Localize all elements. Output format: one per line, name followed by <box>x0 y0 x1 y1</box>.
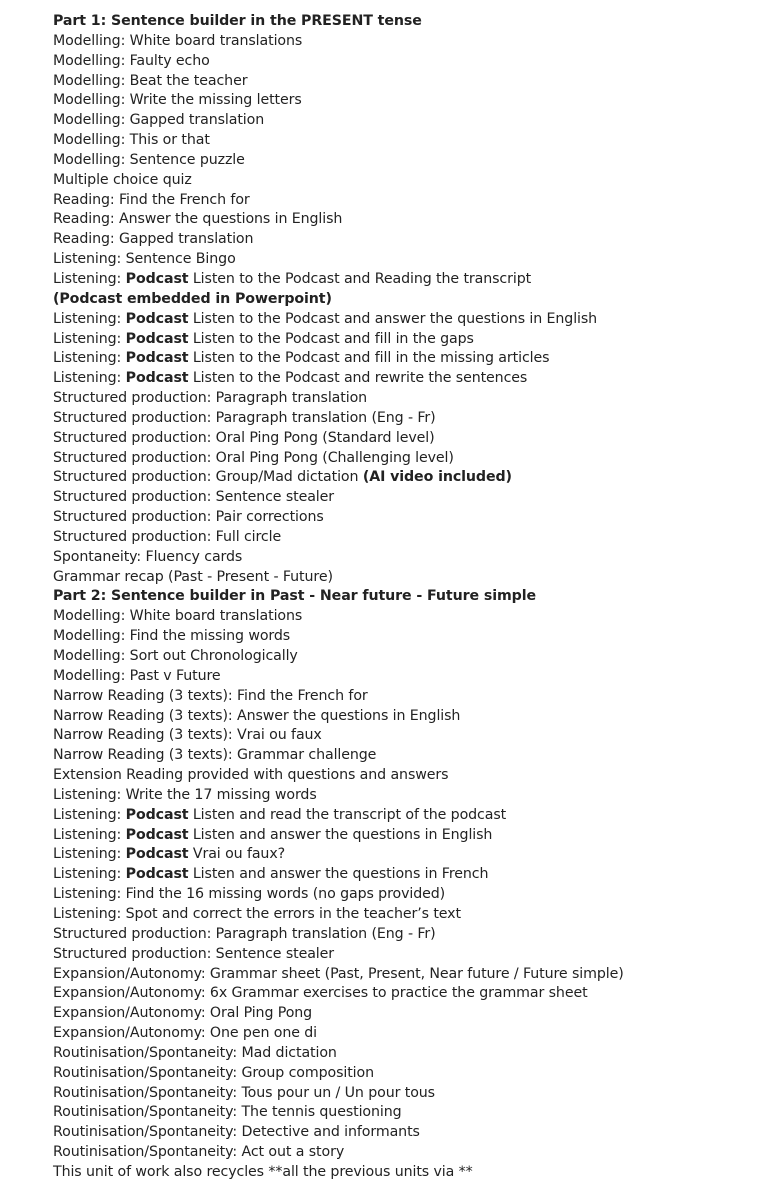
list-item <box>53 230 753 250</box>
text-segment: Narrow Reading (3 texts): Grammar challenge <box>53 747 377 764</box>
bold-text-segment: Podcast <box>125 270 189 287</box>
text-segment: Listening: <box>53 806 126 823</box>
list-item <box>53 369 753 389</box>
text-segment: Listen to the Podcast and rewrite the sentences <box>188 370 528 387</box>
list-item <box>53 488 753 508</box>
text-segment: Multiple choice quiz <box>53 171 192 188</box>
list-item <box>53 111 753 131</box>
list-item <box>53 925 753 945</box>
list-item <box>53 865 753 885</box>
text-segment: Modelling: Find the missing words <box>53 628 291 645</box>
list-item <box>53 826 753 846</box>
list-item <box>53 349 753 369</box>
list-item <box>53 1143 753 1163</box>
list-item <box>53 627 753 647</box>
list-item <box>53 687 753 707</box>
activity-list <box>53 12 753 1183</box>
text-segment: Spontaneity: Fluency cards <box>53 548 243 565</box>
text-segment: Listening: <box>53 350 126 367</box>
text-segment: Routinisation/Spontaneity: Group composition <box>53 1064 374 1081</box>
text-segment: Listening: Write the 17 missing words <box>53 786 317 803</box>
text-segment: Structured production: Full circle <box>53 528 282 545</box>
list-item <box>53 707 753 727</box>
text-segment: Listening: <box>53 846 126 863</box>
bold-text-segment: Podcast <box>125 826 189 843</box>
list-item <box>53 210 753 230</box>
text-segment: Structured production: Group/Mad dictation <box>53 469 363 486</box>
bold-text-segment: Podcast <box>125 866 189 883</box>
text-segment: Modelling: Faulty echo <box>53 52 210 69</box>
list-item <box>53 528 753 548</box>
bold-text-segment: Part 1: Sentence builder in the PRESENT tense <box>53 13 422 29</box>
list-item <box>53 91 753 111</box>
text-segment: Listening: <box>53 866 126 883</box>
list-item <box>53 1024 753 1044</box>
list-item <box>53 746 753 766</box>
text-segment: Structured production: Sentence stealer <box>53 489 335 506</box>
bold-text-segment: Podcast <box>125 846 189 863</box>
text-segment: Structured production: Pair corrections <box>53 509 324 526</box>
list-item <box>53 905 753 925</box>
list-item <box>53 1103 753 1123</box>
list-item <box>53 1123 753 1143</box>
text-segment: Modelling: White board translations <box>53 32 303 49</box>
text-segment: Listen and answer the questions in French <box>188 866 489 883</box>
section-heading <box>53 587 753 607</box>
text-segment: Modelling: This or that <box>53 132 210 149</box>
bold-text-segment: (Podcast embedded in Powerpoint) <box>53 290 332 307</box>
list-item <box>53 945 753 965</box>
text-segment: Narrow Reading (3 texts): Answer the questions in English <box>53 707 461 724</box>
text-segment: Modelling: Gapped translation <box>53 112 265 129</box>
text-segment: This unit of work also recycles **all the previous units via ** <box>53 1163 473 1180</box>
list-item <box>53 250 753 270</box>
text-segment: Expansion/Autonomy: One pen one di <box>53 1025 318 1042</box>
text-segment: Listening: <box>53 330 126 347</box>
list-item <box>53 131 753 151</box>
list-item <box>53 1163 753 1183</box>
text-segment: Listening: <box>53 310 126 327</box>
bold-text-segment: Podcast <box>125 370 189 387</box>
text-segment: Listen and read the transcript of the podcast <box>188 806 507 823</box>
text-segment: Listen and answer the questions in English <box>188 826 493 843</box>
list-item <box>53 389 753 409</box>
list-item <box>53 32 753 52</box>
bold-text-segment: Podcast <box>125 310 189 327</box>
text-segment: Narrow Reading (3 texts): Find the French for <box>53 687 368 704</box>
list-item <box>53 1004 753 1024</box>
list-item <box>53 885 753 905</box>
list-item <box>53 409 753 429</box>
text-segment: Structured production: Paragraph translation <box>53 390 368 407</box>
text-segment: Listening: Spot and correct the errors in the teacher’s text <box>53 905 461 922</box>
list-item <box>53 647 753 667</box>
bold-text-segment: Podcast <box>125 806 189 823</box>
text-segment: Structured production: Oral Ping Pong (Challenging level) <box>53 449 454 466</box>
text-segment: Structured production: Paragraph translation (Eng - Fr) <box>53 925 436 942</box>
text-segment: Listen to the Podcast and Reading the transcript <box>188 270 532 287</box>
list-item <box>53 508 753 528</box>
text-segment: Listen to the Podcast and fill in the gaps <box>188 330 474 347</box>
text-segment: Listen to the Podcast and answer the questions in English <box>188 310 598 327</box>
list-item <box>53 548 753 568</box>
list-item <box>53 151 753 171</box>
text-segment: Reading: Find the French for <box>53 191 250 208</box>
list-item <box>53 667 753 687</box>
list-item <box>53 171 753 191</box>
section-heading <box>53 290 753 310</box>
bold-text-segment: Part 2: Sentence builder in Past - Near future - Future simple <box>53 588 536 605</box>
text-segment: Modelling: Sentence puzzle <box>53 151 245 168</box>
text-segment: Listening: <box>53 370 126 387</box>
text-segment: Listen to the Podcast and fill in the missing articles <box>188 350 550 367</box>
text-segment: Reading: Answer the questions in English <box>53 211 343 228</box>
text-segment: Vrai ou faux? <box>188 846 286 863</box>
list-item <box>53 449 753 469</box>
list-item <box>53 1064 753 1084</box>
text-segment: Narrow Reading (3 texts): Vrai ou faux <box>53 727 322 744</box>
list-item <box>53 984 753 1004</box>
text-segment: Routinisation/Spontaneity: Mad dictation <box>53 1044 337 1061</box>
text-segment: Expansion/Autonomy: 6x Grammar exercises to practice the grammar sheet <box>53 985 588 1002</box>
list-item <box>53 52 753 72</box>
list-item <box>53 330 753 350</box>
list-item <box>53 468 753 488</box>
bold-text-segment: Podcast <box>125 330 189 347</box>
text-segment: Modelling: White board translations <box>53 608 303 625</box>
list-item <box>53 568 753 588</box>
list-item <box>53 786 753 806</box>
list-item <box>53 766 753 786</box>
list-item <box>53 1044 753 1064</box>
text-segment: Listening: Find the 16 missing words (no gaps provided) <box>53 886 446 903</box>
text-segment: Structured production: Oral Ping Pong (Standard level) <box>53 429 435 446</box>
text-segment: Modelling: Sort out Chronologically <box>53 648 298 664</box>
list-item <box>53 845 753 865</box>
list-item <box>53 806 753 826</box>
text-segment: Listening: <box>53 826 126 843</box>
list-item <box>53 429 753 449</box>
text-segment: Structured production: Paragraph translation (Eng - Fr) <box>53 409 436 426</box>
list-item <box>53 72 753 92</box>
text-segment: Extension Reading provided with questions and answers <box>53 767 449 784</box>
list-item <box>53 1084 753 1104</box>
text-segment: Modelling: Past v Future <box>53 667 221 684</box>
list-item <box>53 726 753 746</box>
section-heading <box>53 12 753 32</box>
text-segment: Expansion/Autonomy: Oral Ping Pong <box>53 1005 313 1022</box>
text-segment: Listening: <box>53 270 126 287</box>
text-segment: Routinisation/Spontaneity: Detective and informants <box>53 1124 420 1141</box>
text-segment: Structured production: Sentence stealer <box>53 945 335 962</box>
text-segment: Expansion/Autonomy: Grammar sheet (Past, Present, Near future / Future simple) <box>53 965 624 982</box>
list-item <box>53 607 753 627</box>
bold-text-segment: Podcast <box>125 350 189 367</box>
bold-text-segment: (AI video included) <box>362 469 512 486</box>
text-segment: Routinisation/Spontaneity: Act out a story <box>53 1144 345 1161</box>
text-segment: Routinisation/Spontaneity: Tous pour un / Un pour tous <box>53 1084 435 1101</box>
text-segment: Modelling: Write the missing letters <box>53 92 302 109</box>
list-item <box>53 191 753 211</box>
list-item <box>53 310 753 330</box>
list-item <box>53 965 753 985</box>
text-segment: Reading: Gapped translation <box>53 231 254 248</box>
text-segment: Listening: Sentence Bingo <box>53 251 236 268</box>
text-segment: Modelling: Beat the teacher <box>53 72 248 89</box>
text-segment: Grammar recap (Past - Present - Future) <box>53 568 333 585</box>
text-segment: Routinisation/Spontaneity: The tennis questioning <box>53 1104 402 1121</box>
list-item <box>53 270 753 290</box>
